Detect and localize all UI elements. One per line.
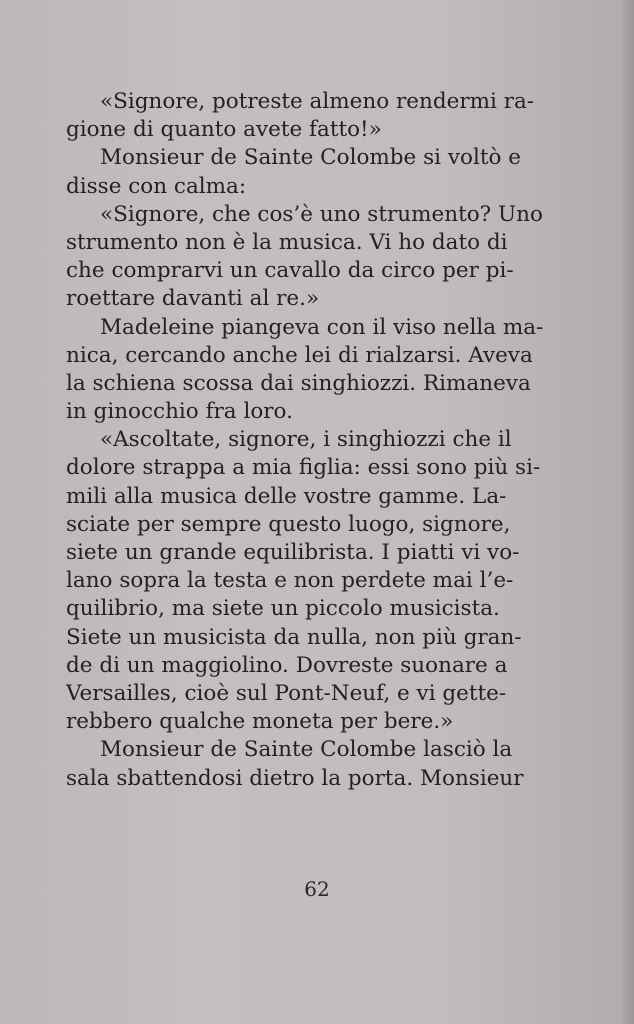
text-line: Monsieur de Sainte Colombe si voltò e <box>100 145 521 171</box>
text-line: Versailles, cioè sul Pont-Neuf, e vi gette- <box>66 680 507 706</box>
text-line: sciate per sempre questo luogo, signore, <box>66 511 511 537</box>
text-line: in ginocchio fra loro. <box>66 399 293 425</box>
text-line: nica, cercando anche lei di rialzarsi. Aveva <box>66 342 533 368</box>
text-line: mili alla musica delle vostre gamme. La- <box>66 483 507 509</box>
text-line: de di un maggiolino. Dovreste suonare a <box>66 652 508 678</box>
text-line: rebbero qualche moneta per bere.» <box>66 709 454 735</box>
text-line: «Signore, che cos’è uno strumento? Uno <box>100 201 543 227</box>
text-line: «Signore, potreste almeno rendermi ra- <box>100 89 535 114</box>
text-line: dolore strappa a mia figlia: essi sono più si- <box>66 455 541 481</box>
text-line: gione di quanto avete fatto!» <box>66 117 382 143</box>
text-line: Madeleine piangeva con il viso nella ma- <box>100 314 544 340</box>
text-line: roettare davanti al re.» <box>66 286 320 312</box>
text-line: «Ascoltate, signore, i singhiozzi che il <box>100 427 512 453</box>
text-line: disse con calma: <box>66 173 247 199</box>
text-line: strumento non è la musica. Vi ho dato di <box>66 229 508 255</box>
text-line: che comprarvi un cavallo da circo per pi- <box>66 258 514 284</box>
text-line: lano sopra la testa e non perdete mai l’e- <box>66 568 514 594</box>
body-text <box>66 88 552 793</box>
text-line: siete un grande equilibrista. I piatti vi vo- <box>66 540 520 565</box>
page-edge-shadow <box>620 0 634 1024</box>
text-line: la schiena scossa dai singhiozzi. Rimaneva <box>66 370 531 396</box>
text-line: Siete un musicista da nulla, non più gran- <box>66 624 522 650</box>
page-number: 62 <box>304 877 330 901</box>
text-line: Monsieur de Sainte Colombe lasciò la <box>100 737 513 763</box>
text-line: sala sbattendosi dietro la porta. Monsieur <box>66 765 524 791</box>
text-line: quilibrio, ma siete un piccolo musicista. <box>66 596 500 622</box>
